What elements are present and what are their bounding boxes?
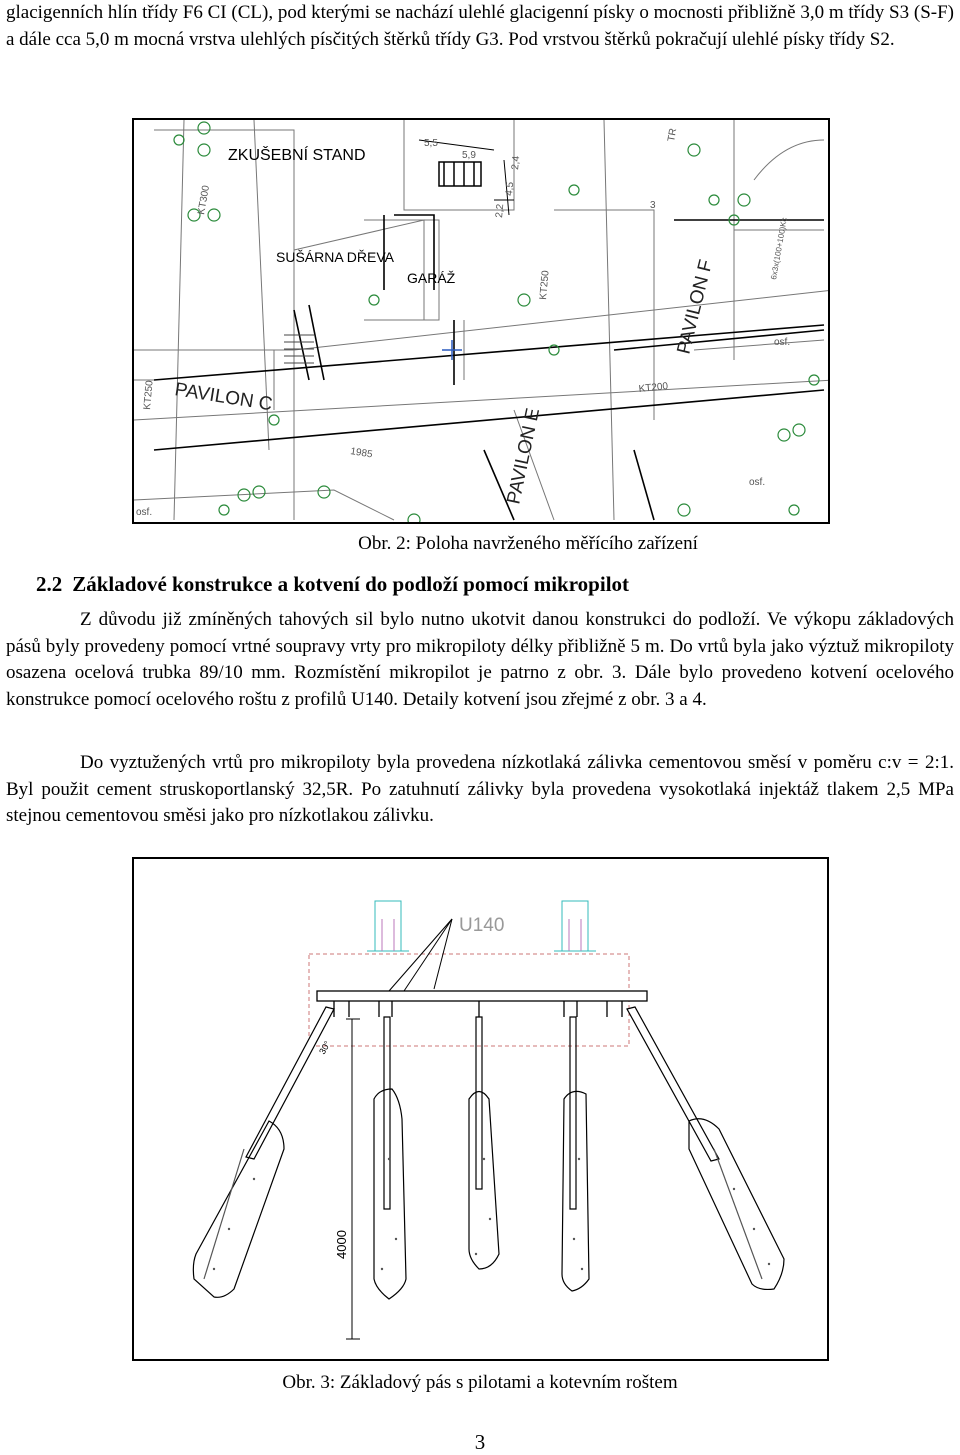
label-kt300: KT300 — [196, 184, 213, 216]
label-u140: U140 — [459, 915, 505, 936]
site-plan-drawing — [134, 120, 828, 522]
label-osf-2: osf. — [749, 477, 766, 488]
label-dim-55: 5,5 — [424, 138, 438, 149]
foundation-drawing — [134, 859, 827, 1359]
label-dim-22: 2,2 — [494, 203, 507, 219]
label-dim-45: 4,5 — [504, 181, 517, 197]
figure3-caption: Obr. 3: Základový pás s pilotami a kotevním roštem — [282, 1372, 678, 1393]
label-num-3: 3 — [650, 200, 656, 211]
paragraph-1: Z důvodu již zmíněných tahových sil bylo nutno ukotvit danou konstrukci do podloží. Ve výkopu základových pásů byly provedeny pomocí vrtné soupravy vrty pro mikropiloty délky přibližně 5 m. Do vrtů byla jako výztuž mikropiloty osazena ocelová trubka 89/10 mm. Rozmístění mikropilot je patrno z obr. 3. Dále bylo provedeno kotvení ocelového konstrukce pomocí ocelového roštu z profilů U140. Detaily kotvení jsou zřejmé z obr. 3 a 4. — [6, 609, 954, 710]
label-angle: 30° — [317, 1039, 333, 1056]
label-dim-24: 2,4 — [510, 155, 523, 171]
paragraph-2: Do vyztužených vrtů pro mikropiloty byla provedena nízkotlaká zálivka cementovou směsí v poměru c:v = 2:1. Byl použit cement struskoportlanský 32,5R. Po zatuhnutí zálivky byla provedena vysokotlaká injektáž tlakem 2,5 MPa stejnou cementovou směsi jako pro nízkotlakou zálivku. — [6, 752, 954, 826]
label-kt200: KT200 — [638, 380, 669, 395]
label-garaz: GARÁŽ — [407, 270, 456, 286]
section-heading — [36, 572, 629, 597]
label-pavilon-e: PAVILON E — [503, 406, 545, 507]
page-number: 3 — [474, 1430, 486, 1454]
label-dim-59: 5,9 — [462, 150, 476, 161]
label-pavilon-f: PAVILON F — [673, 257, 718, 357]
label-osf-3: osf. — [774, 337, 791, 348]
section-number: 2.2 — [36, 572, 63, 596]
label-spec: 6x3x(100+100)Kc — [769, 216, 789, 281]
label-susarna: SUŠÁRNA DŘEVA — [276, 249, 394, 265]
section-title: Základové konstrukce a kotvení do podloží pomocí mikropilot — [72, 572, 630, 596]
label-tr: TR — [666, 127, 680, 143]
label-kt250-b: KT250 — [538, 269, 552, 301]
label-osf-1: osf. — [136, 507, 153, 518]
label-pavilon-c: PAVILON C — [173, 379, 274, 416]
intro-paragraph: glacigenních hlín třídy F6 CI (CL), pod kterými se nachází ulehlé glacigenní písky o mocnosti přibližně 3,0 m třídy S3 (S-F) a dále cca 5,0 m mocná vrstva ulehlých písčitých štěrků třídy G3. Pod vrstvou štěrků pokračují ulehlé písky třídy S2. — [6, 2, 954, 50]
label-dim-4000: 4000 — [334, 1230, 349, 1259]
figure-site-plan — [132, 118, 830, 524]
figure2-caption: Obr. 2: Poloha navrženého měřícího zařízení — [358, 533, 698, 554]
figure-foundation-strip — [132, 857, 829, 1361]
label-zkusebni-stand: ZKUŠEBNÍ STAND — [228, 147, 366, 164]
label-kt250-a: KT250 — [142, 379, 156, 411]
label-year: 1985 — [349, 446, 374, 461]
